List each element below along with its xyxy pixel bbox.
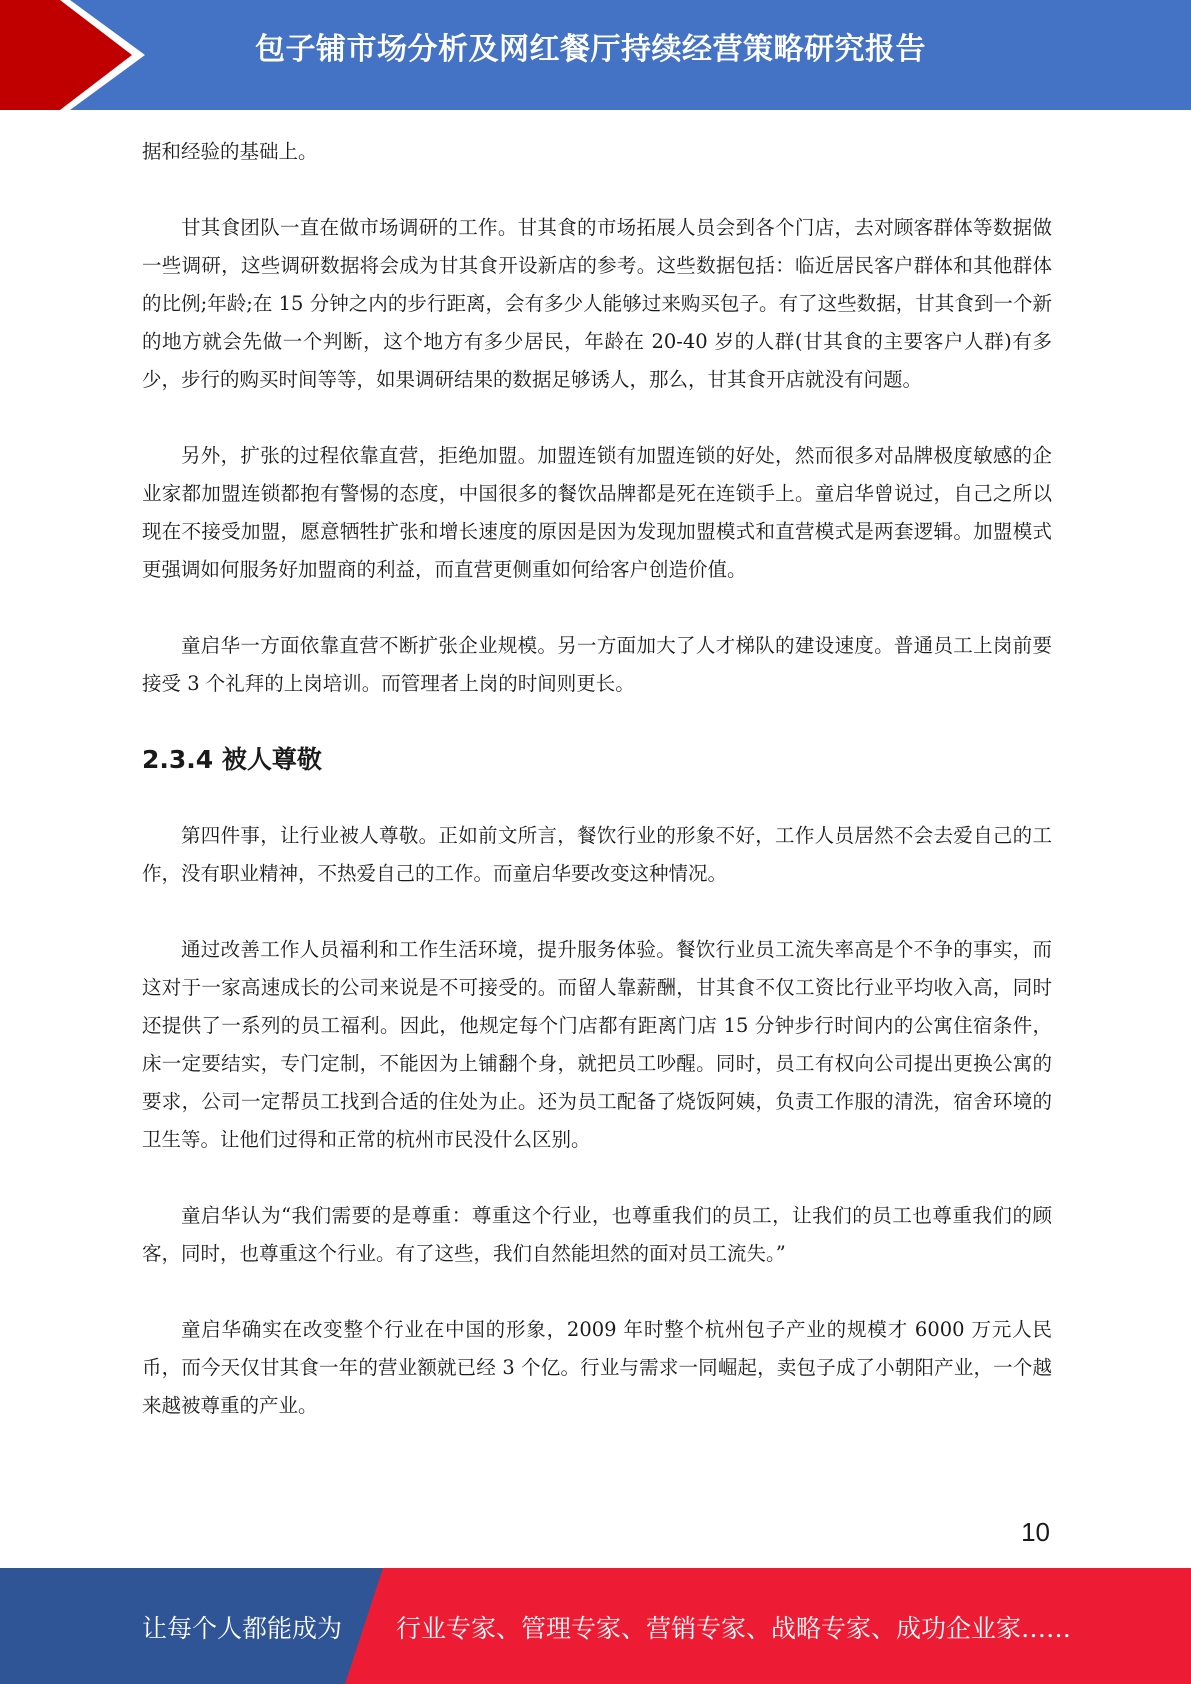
paragraph: 另外，扩张的过程依靠直营，拒绝加盟。加盟连锁有加盟连锁的好处，然而很多对品牌极度敏感的企业家都加盟连锁都抱有警惕的态度，中国很多的餐饮品牌都是死在连锁手上。童启华曾说过，自己之所以现在不接受加盟，愿意牺牲扩张和增长速度的原因是因为发现加盟模式和直营模式是两套逻辑。加盟模式更强调如何服务好加盟商的利益，而直营更侧重如何给客户创造价值。 <box>142 444 1052 581</box>
page-header <box>0 0 1191 110</box>
footer-slogan-right: 行业专家、管理专家、营销专家、战略专家、成功企业家…… <box>396 1614 1072 1643</box>
footer-slogan-left: 让每个人都能成为 <box>142 1614 343 1643</box>
paragraph: 甘其食团队一直在做市场调研的工作。甘其食的市场拓展人员会到各个门店，去对顾客群体等数据做一些调研，这些调研数据将会成为甘其食开设新店的参考。这些数据包括：临近居民客户群体和其他群体的比例;年龄;在 15 分钟之内的步行距离，会有多少人能够过来购买包子。有了这些数据，甘其食到一个新的地方就会先做一个判断，这个地方有多少居民，年龄在 20-40 岁的人群(甘其食的主要客户人群)有多少，步行的购买时间等等，如果调研结果的数据足够诱人，那么，甘其食开店就没有问题。 <box>142 216 1052 391</box>
report-title: 包子铺市场分析及网红餐厅持续经营策略研究报告 <box>255 32 926 67</box>
paragraph: 第四件事，让行业被人尊敬。正如前文所言，餐饮行业的形象不好，工作人员居然不会去爱自己的工作，没有职业精神，不热爱自己的工作。而童启华要改变这种情况。 <box>142 824 1052 885</box>
paragraph: 童启华认为“我们需要的是尊重：尊重这个行业，也尊重我们的员工，让我们的员工也尊重我们的顾客，同时，也尊重这个行业。有了这些，我们自然能坦然的面对员工流失。” <box>142 1204 1052 1265</box>
paragraph: 童启华一方面依靠直营不断扩张企业规模。另一方面加大了人才梯队的建设速度。普通员工上岗前要接受 3 个礼拜的上岗培训。而管理者上岗的时间则更长。 <box>142 634 1052 695</box>
paragraph: 通过改善工作人员福利和工作生活环境，提升服务体验。餐饮行业员工流失率高是个不争的事实，而这对于一家高速成长的公司来说是不可接受的。而留人靠薪酬，甘其食不仅工资比行业平均收入高，同时还提供了一系列的员工福利。因此，他规定每个门店都有距离门店 15 分钟步行时间内的公寓住宿条件，床一定要结实，专门定制，不能因为上铺翻个身，就把员工吵醒。同时，员工有权向公司提出更换公寓的要求，公司一定帮员工找到合适的住处为止。还为员工配备了烧饭阿姨，负责工作服的清洗，宿舍环境的卫生等。让他们过得和正常的杭州市民没什么区别。 <box>142 938 1052 1151</box>
paragraph: 据和经验的基础上。 <box>142 140 318 163</box>
section-heading: 2.3.4 被人尊敬 <box>142 745 322 774</box>
header-arrow-icon <box>0 0 200 110</box>
page-footer <box>0 1568 1191 1684</box>
document-body <box>142 133 1052 1463</box>
page-number: 10 <box>1021 1517 1050 1547</box>
paragraph: 童启华确实在改变整个行业在中国的形象，2009 年时整个杭州包子产业的规模才 6000 万元人民币，而今天仅甘其食一年的营业额就已经 3 个亿。行业与需求一同崛起，卖包子成了小朝阳产业，一个越来越被尊重的产业。 <box>142 1318 1052 1417</box>
